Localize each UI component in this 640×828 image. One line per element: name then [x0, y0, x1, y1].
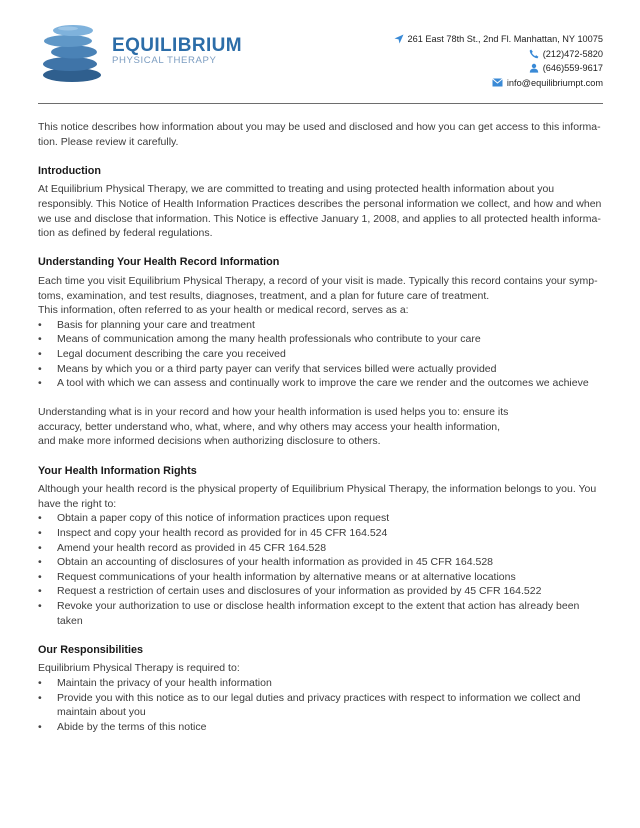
- understanding-body: Each time you visit Equilibrium Physical Therapy, a record of your visit is made. Typically this record contains your symp-toms, examination, and test results, diagnoses, treatment, and a plan for future care of treatment.: [38, 274, 598, 302]
- understanding-lead: This information, often referred to as your health or medical record, serves as a:: [38, 304, 409, 317]
- list-item: • Abide by the terms of this notice: [38, 720, 603, 735]
- contact-phone[interactable]: [394, 47, 603, 62]
- phone-icon: [529, 49, 539, 59]
- contact-fax[interactable]: [394, 61, 603, 76]
- list-item: • Basis for planning your care and treatment: [38, 318, 603, 333]
- list-item: • Request a restriction of certain uses and disclosures of your information as provided by 45 CFR 164.522: [38, 584, 603, 599]
- responsibilities-heading: Our Responsibilities: [38, 643, 143, 656]
- notice-intro: This notice describes how information about you may be used and disclosed and how you can get access to this informa-tion. Please review it carefully.: [38, 121, 601, 148]
- understanding-heading: Understanding Your Health Record Information: [38, 256, 280, 269]
- stacked-stones-logo-icon: [38, 22, 110, 84]
- list-item: • Obtain an accounting of disclosures of your health information as provided in 45 CFR 164.528: [38, 555, 603, 570]
- header-divider: [38, 103, 603, 104]
- address-text: 261 East 78th St., 2nd Fl. Manhattan, NY 10075: [407, 34, 603, 44]
- list-item: • Revoke your authorization to use or disclose health information except to the extent that action has already been taken: [38, 599, 603, 628]
- responsibilities-lead: Equilibrium Physical Therapy is required to:: [38, 662, 240, 675]
- closing-line: Understanding what is in your record and how your health information is used helps you to: ensure its: [38, 406, 509, 419]
- email-link[interactable]: info@equilibriumpt.com: [506, 77, 603, 88]
- phone-text[interactable]: (212)472-5820: [542, 48, 603, 59]
- list-item: • Amend your health record as provided in 45 CFR 164.528: [38, 541, 603, 556]
- envelope-icon: [492, 78, 503, 87]
- introduction-heading: Introduction: [38, 164, 101, 177]
- rights-body: Although your health record is the physical property of Equilibrium Physical Therapy, the information belongs to you. You have the right to:: [38, 483, 597, 510]
- list-item: • Request communications of your health information by alternative means or at alternative locations: [38, 570, 603, 585]
- understanding-closing: [38, 405, 603, 449]
- logo-wordmark: EQUILIBRIUM: [112, 35, 243, 56]
- rights-heading: Your Health Information Rights: [38, 464, 197, 477]
- list-item: • Provide you with this notice as to our legal duties and privacy practices with respect to information we collect and maintain about you: [38, 691, 603, 720]
- contact-address: [394, 32, 603, 47]
- record-uses-list: [38, 318, 603, 391]
- list-item: • Obtain a paper copy of this notice of information practices upon request: [38, 511, 603, 526]
- company-logo[interactable]: [38, 22, 243, 84]
- page-header: [0, 0, 640, 104]
- contact-info: [394, 32, 603, 90]
- list-item: • Legal document describing the care you received: [38, 347, 603, 362]
- location-arrow-icon: [394, 34, 404, 44]
- closing-line: accuracy, better understand who, what, where, and why others may access your health information,: [38, 420, 501, 433]
- rights-list: [38, 511, 603, 628]
- introduction-body: At Equilibrium Physical Therapy, we are committed to treating and using protected health information about you responsibly. This Notice of Health Information Practices describes the personal information we collect, and how and when we use and disclose that information. This Notice is effective January 1, 2008, and applies to all protected health informa-tion as defined by federal regulations.: [38, 183, 602, 240]
- fax-person-icon: [529, 63, 539, 73]
- list-item: • Maintain the privacy of your health information: [38, 676, 603, 691]
- list-item: • Means by which you or a third party payer can verify that services billed were actually provided: [38, 362, 603, 377]
- closing-line: and make more informed decisions when authorizing disclosure to others.: [38, 435, 381, 448]
- list-item: • A tool with which we can assess and continually work to improve the care we render and the outcomes we achieve: [38, 376, 603, 391]
- list-item: • Inspect and copy your health record as provided for in 45 CFR 164.524: [38, 526, 603, 541]
- logo-tagline: PHYSICAL THERAPY: [112, 55, 217, 66]
- contact-email[interactable]: [394, 76, 603, 91]
- notice-content: [38, 120, 603, 734]
- list-item: • Means of communication among the many health professionals who contribute to your care: [38, 332, 603, 347]
- responsibilities-list: [38, 676, 603, 734]
- fax-text[interactable]: (646)559-9617: [542, 63, 603, 73]
